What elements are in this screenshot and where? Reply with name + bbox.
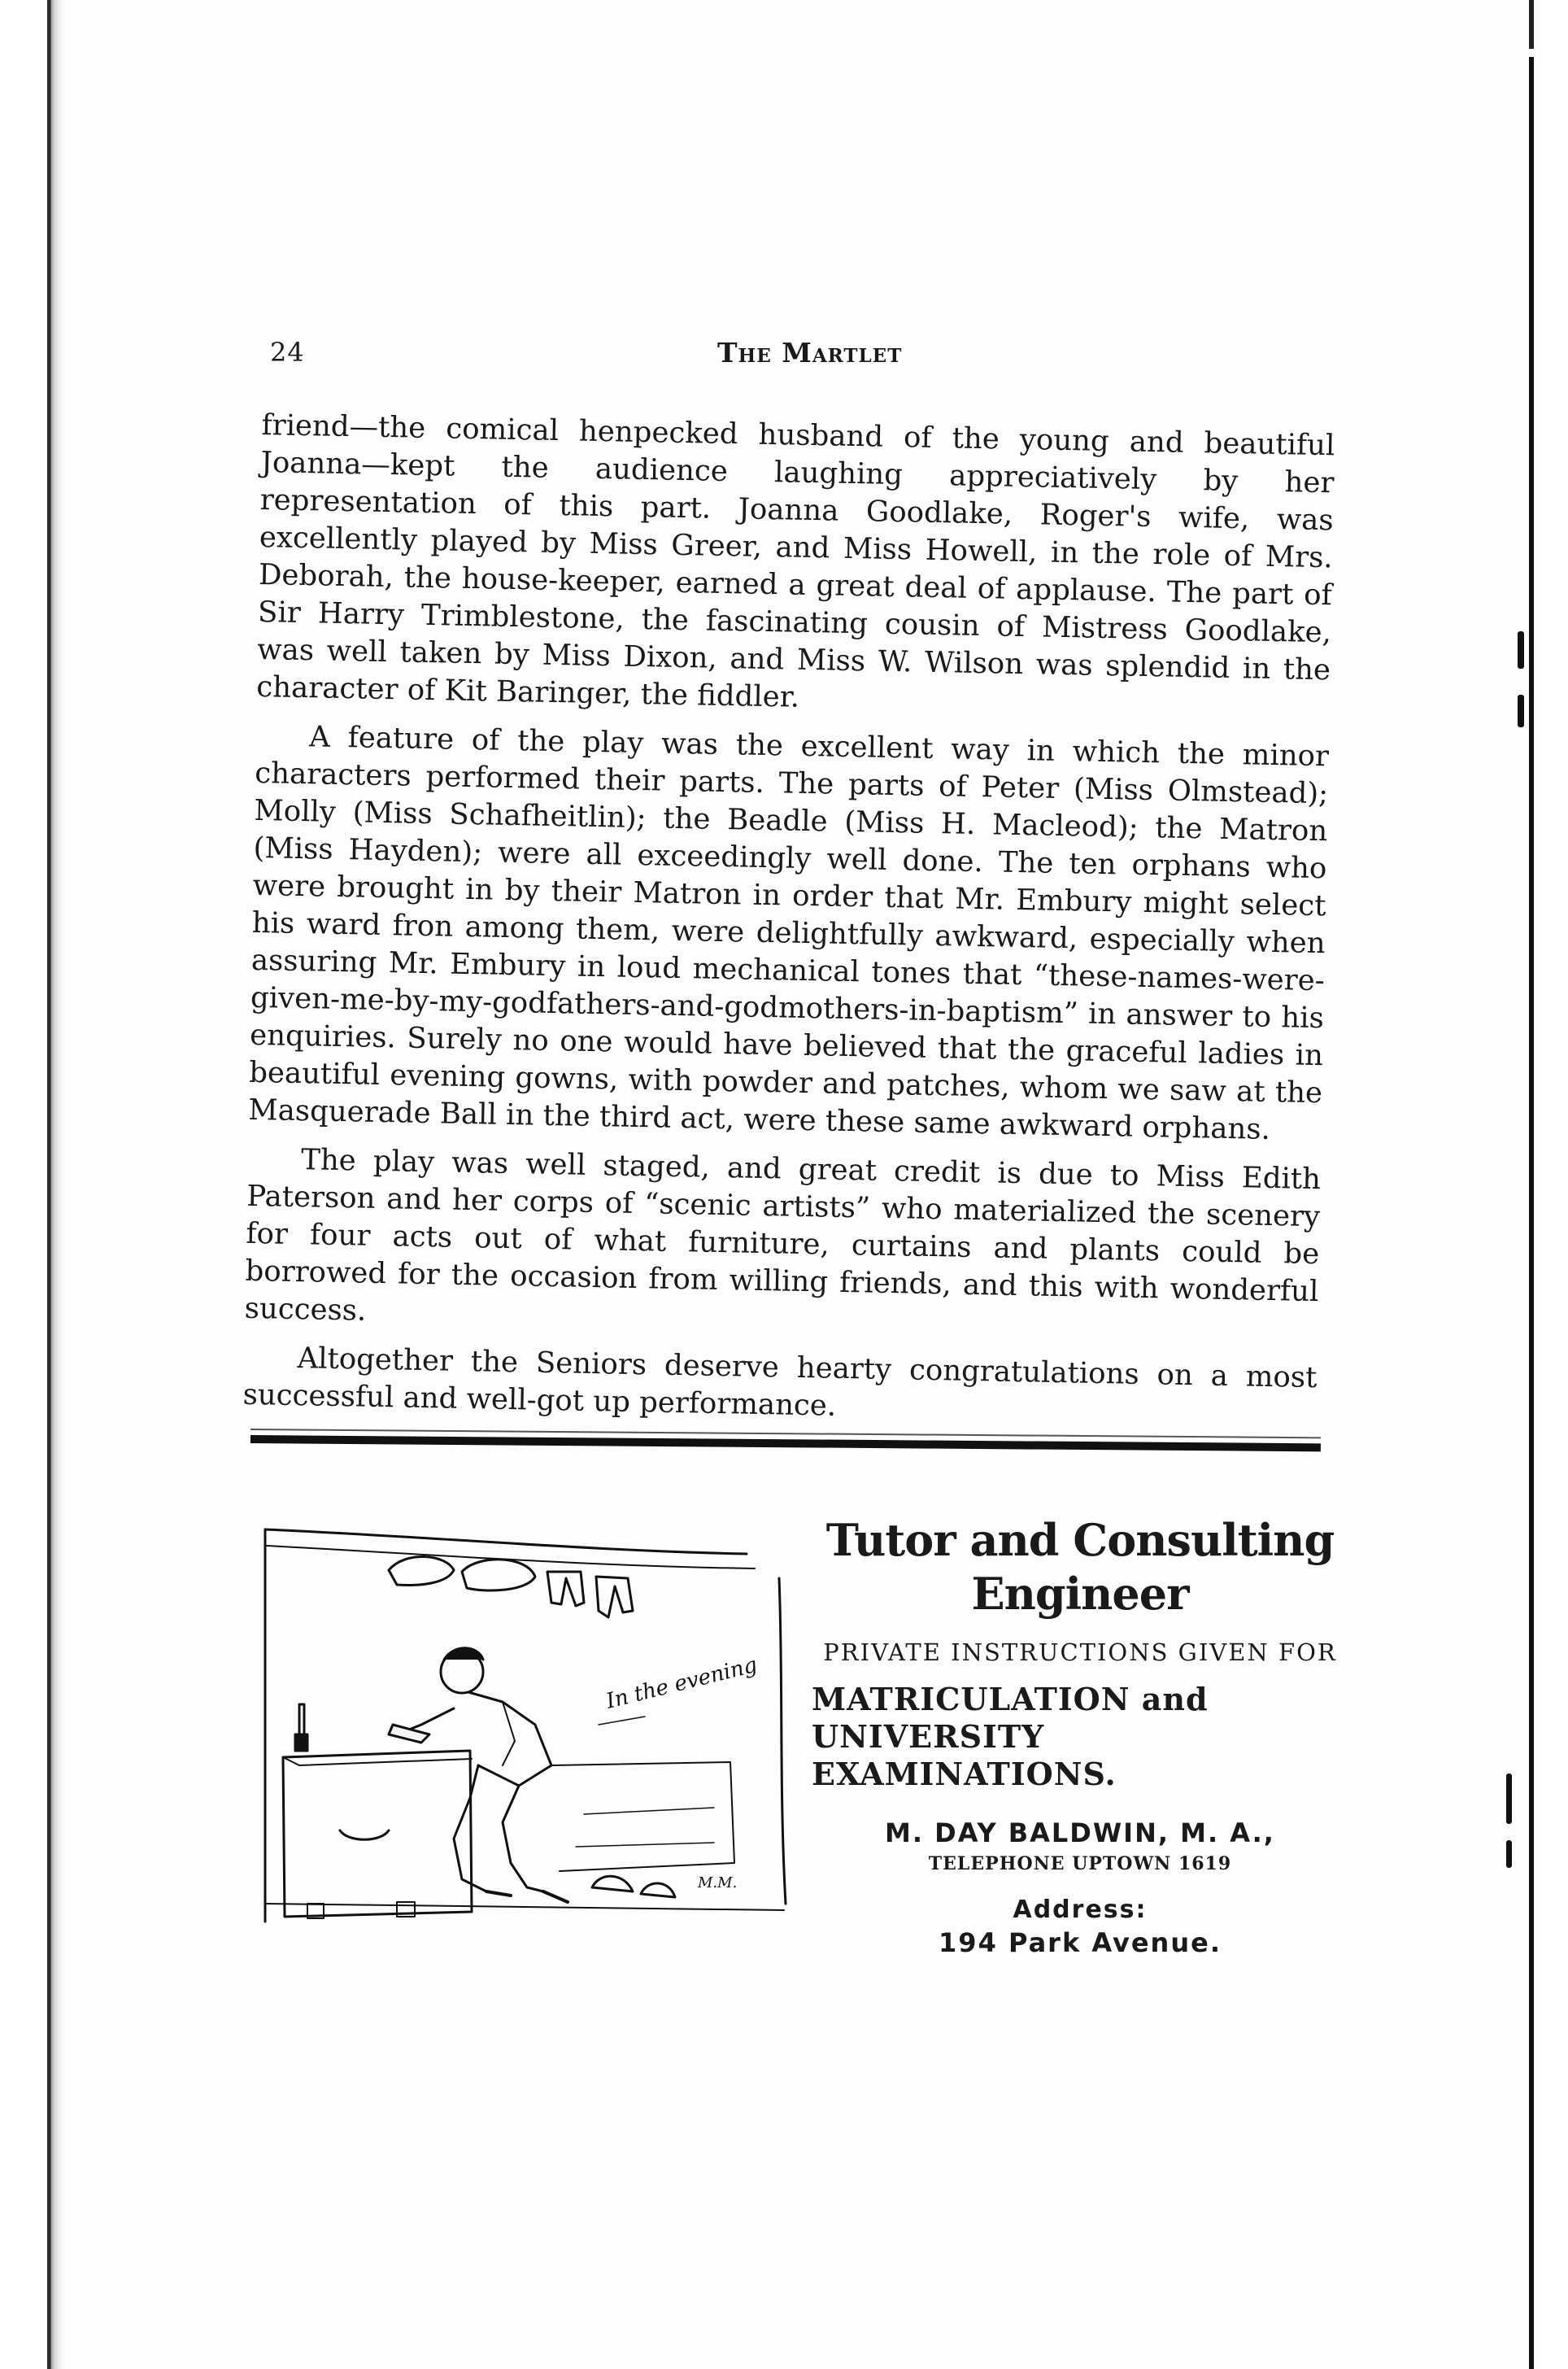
page-number: 24: [270, 337, 305, 368]
ad-address-label: Address:: [1013, 1896, 1148, 1924]
advertisement: [812, 1513, 1348, 1969]
ad-title-line1: Tutor and Consulting: [825, 1514, 1335, 1566]
page-header: [270, 337, 1327, 377]
edge-mark: [1506, 1773, 1512, 1824]
article-body: [242, 407, 1335, 1446]
page-left-edge: [47, 0, 65, 2369]
ad-matriculation: MATRICULATION and: [812, 1681, 1209, 1717]
sketch-illustration: [259, 1521, 797, 1928]
edge-mark: [1518, 631, 1524, 669]
sketch-caption: In the evening: [603, 1652, 760, 1714]
article-paragraph: Altogether the Seniors deserve hearty congratulations on a most successful and well-got up performance.: [242, 1342, 1318, 1423]
ad-name: M. DAY BALDWIN, M. A.,: [885, 1817, 1275, 1848]
ad-telephone: TELEPHONE UPTOWN 1619: [928, 1853, 1232, 1874]
sketch-drawing: [259, 1521, 797, 1928]
page-right-edge: [1529, 57, 1534, 2369]
ad-title-line2: Engineer: [971, 1568, 1189, 1620]
article-paragraph: The play was well staged, and great credit is due to Miss Edith Paterson and her corps of “scenic artists” who materialized the scenery for four acts out of what furniture, curtains and plants could be borrowed for the occasion from willing friends, and this with wonderful success.: [244, 1143, 1322, 1328]
edge-mark: [1518, 695, 1524, 727]
ad-address: 194 Park Avenue.: [939, 1927, 1222, 1958]
ad-instructions: PRIVATE INSTRUCTIONS GIVEN FOR: [823, 1638, 1337, 1666]
sketch-signature: M.M.: [698, 1874, 738, 1891]
ad-university: UNIVERSITY EXAMINATIONS.: [812, 1718, 1117, 1792]
page-right-edge-top: [1529, 0, 1534, 49]
article-paragraph: A feature of the play was the excellent way in which the minor characters performed their parts. The parts of Peter (Miss Olmstead); Molly (Miss Schafheitlin); the Beadle (Miss H. Macleod); the Matron (Miss Hayden); were all exceedingly well done. The ten orphans who were brought in by their Matron in order that Mr. Embury might select his ward fron among them, were delightfully awkward, especially when assuring Mr. Embury in loud mechanical tones that “these-names-were-given-me-by-my-godfathers-and-godmothers-in-baptism” in answer to his enquiries. Surely no one would have believed that the graceful ladies in beautiful evening gowns, with powder and patches, whom we saw at the Masquerade Ball in the third act, were these same awkward orphans.: [248, 720, 1330, 1146]
running-title: The Martlet: [717, 337, 903, 369]
edge-mark: [1506, 1840, 1512, 1868]
article-paragraph: friend—the comical henpecked husband of the young and beautiful Joanna—kept the audience laughing appreciatively by her representation of this part. Joanna Goodlake, Roger's wife, was excellently played by Miss Greer, and Miss Howell, in the role of Mrs. Deborah, the house-keeper, earned a great deal of applause. The part of Sir Harry Trimblestone, the fascinating cousin of Mistress Goodlake, was well taken by Miss Dixon, and Miss W. Wilson was splendid in the character of Kit Baringer, the fiddler.: [255, 408, 1335, 714]
